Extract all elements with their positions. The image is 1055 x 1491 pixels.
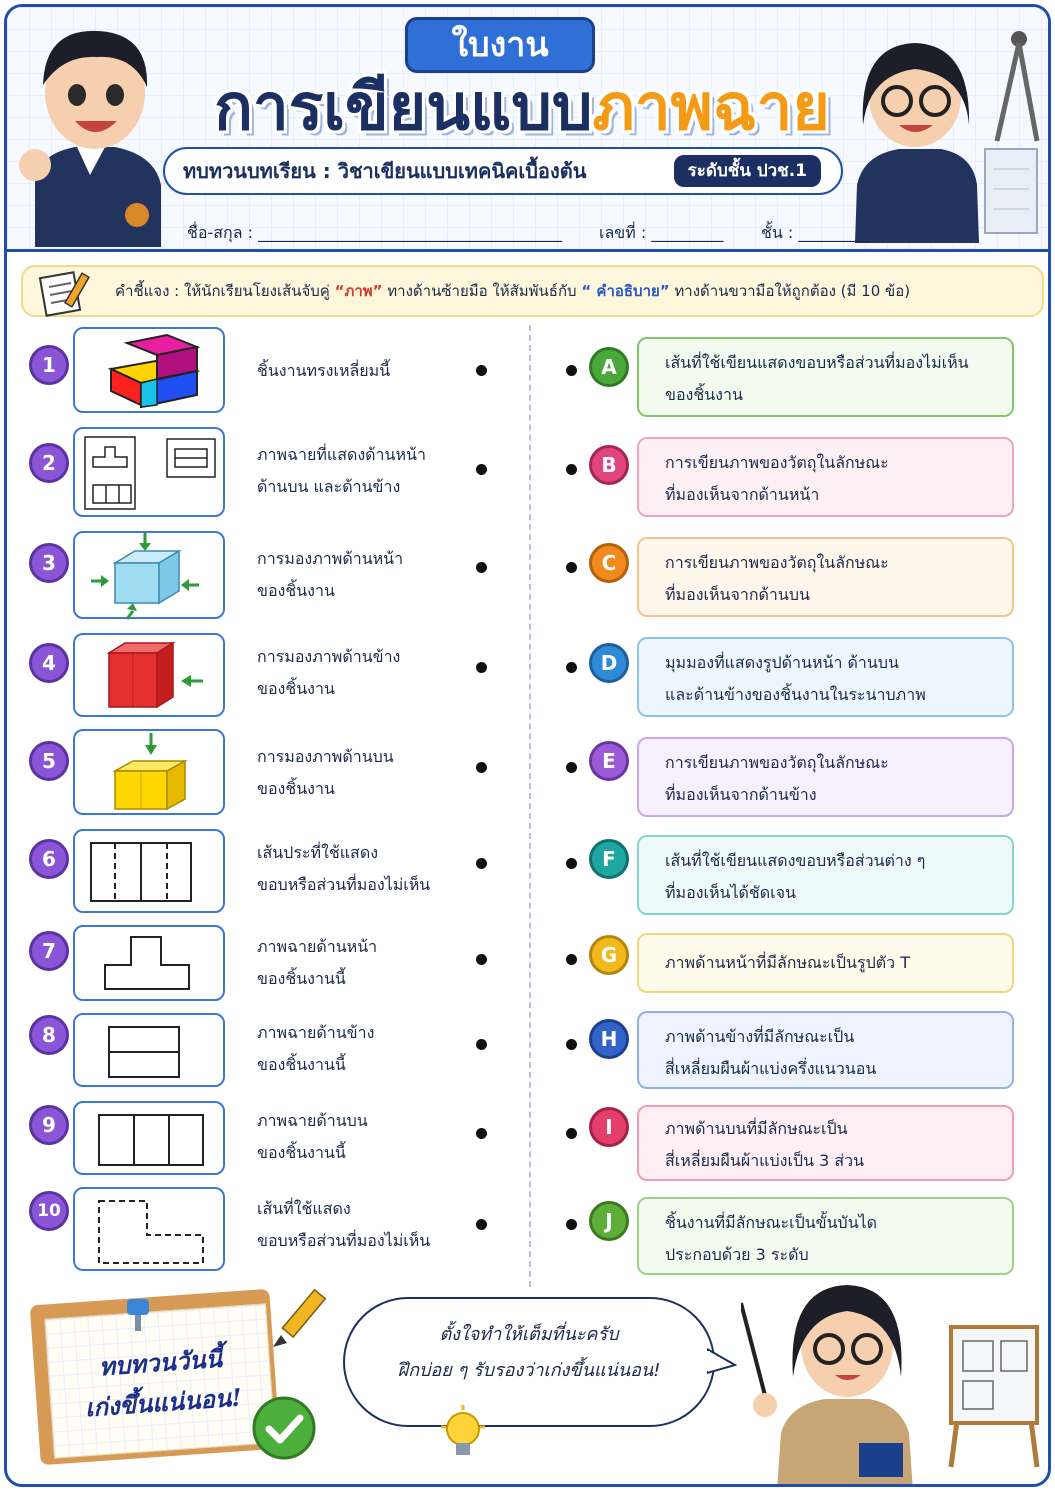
- picture-box: [73, 427, 225, 517]
- text-line: การเขียนภาพของวัตถุในลักษณะ: [665, 753, 889, 772]
- note-message: [64, 1336, 259, 1429]
- text-line: ชิ้นงานทรงเหลี่ยมนี้: [257, 361, 391, 380]
- text-line: ด้านบน และด้านข้าง: [257, 477, 401, 496]
- instruction-text: [115, 267, 910, 315]
- note-line: เก่งขึ้นแน่นอน!: [84, 1382, 243, 1423]
- drawing-easel-icon: [945, 1319, 1043, 1469]
- blueprint-roll-icon: [979, 139, 1043, 239]
- connection-dot[interactable]: [476, 562, 487, 573]
- picture-box: [73, 829, 225, 913]
- text-line: ของชิ้นงานนี้: [257, 1055, 346, 1074]
- letter-badge: I: [589, 1107, 629, 1147]
- connection-dot[interactable]: [476, 662, 487, 673]
- speech-tail-icon: [707, 1347, 737, 1377]
- connection-dot[interactable]: [566, 1219, 577, 1230]
- picture-box: [73, 729, 225, 815]
- description-text: [665, 747, 889, 811]
- number-field[interactable]: เลขที่ : _________: [599, 223, 724, 242]
- text-line: ภาพฉายด้านข้าง: [257, 1023, 375, 1042]
- text-line: ภาพฉายด้านหน้า: [257, 937, 378, 956]
- instruction-picture-word: “ภาพ”: [334, 282, 383, 300]
- connection-dot[interactable]: [476, 954, 487, 965]
- left-item-text: [257, 355, 457, 387]
- connection-dot[interactable]: [566, 1039, 577, 1050]
- number-badge: 5: [29, 741, 69, 781]
- description-box: [637, 737, 1014, 817]
- text-line: สี่เหลี่ยมผืนผ้าแบ่งครึ่งแนวนอน: [665, 1059, 877, 1078]
- left-item-text: [257, 1017, 457, 1081]
- description-box: [637, 1105, 1014, 1181]
- text-line: เส้นประที่ใช้แสดง: [257, 843, 379, 862]
- column-divider: [529, 325, 531, 1287]
- left-item-text: [257, 439, 457, 503]
- text-line: การมองภาพด้านหน้า: [257, 549, 404, 568]
- text-line: ที่มองเห็นจากด้านข้าง: [665, 785, 817, 804]
- text-line: ภาพด้านหน้าที่มีลักษณะเป็นรูปตัว T: [665, 953, 910, 972]
- text-line: ของชิ้นงานนี้: [257, 969, 346, 988]
- text-line: ประกอบด้วย 3 ระดับ: [665, 1245, 809, 1264]
- dashed-l-shape-icon: [75, 1189, 227, 1273]
- level-badge: ระดับชั้น ปวช.1: [674, 155, 821, 187]
- picture-box: [73, 1013, 225, 1087]
- text-line: เส้นที่ใช้เขียนแสดงขอบหรือส่วนที่มองไม่เห็น: [665, 353, 969, 372]
- text-line: เส้นที่ใช้แสดง: [257, 1199, 351, 1218]
- title-accent: ภาพฉาย: [592, 71, 830, 145]
- text-line: ของชิ้นงานนี้: [257, 1143, 346, 1162]
- yellow-block-top-arrow-icon: [75, 731, 227, 817]
- letter-badge: C: [589, 543, 629, 583]
- instruction-middle: ทางด้านซ้ายมือ ให้สัมพันธ์กับ: [382, 282, 582, 300]
- connection-dot[interactable]: [476, 858, 487, 869]
- left-item-text: [257, 1105, 457, 1169]
- text-line: เส้นที่ใช้เขียนแสดงขอบหรือส่วนต่าง ๆ: [665, 851, 926, 870]
- left-item-text: [257, 741, 457, 805]
- letter-badge: F: [589, 839, 629, 879]
- subtitle: ทบทวนบทเรียน : วิชาเขียนแบบเทคนิคเบื้องต้น: [183, 159, 587, 183]
- student-info-row: [187, 219, 887, 247]
- letter-badge: E: [589, 741, 629, 781]
- student-boy-icon: [15, 15, 165, 247]
- instruction-description-word: “ คำอธิบาย”: [581, 282, 670, 300]
- letter-badge: B: [589, 445, 629, 485]
- three-part-rectangle-icon: [75, 1103, 227, 1177]
- name-field[interactable]: ชื่อ-สกุล : ______________________________________: [187, 223, 563, 242]
- left-item-text: [257, 837, 457, 901]
- connection-dot[interactable]: [566, 662, 577, 673]
- dashed-lines-rectangle-icon: [75, 831, 227, 915]
- description-box: [637, 1011, 1014, 1089]
- number-badge: 1: [29, 345, 69, 385]
- number-badge: 10: [29, 1191, 69, 1231]
- letter-badge: H: [589, 1019, 629, 1059]
- three-view-icon: [75, 429, 227, 519]
- description-text: [665, 1021, 876, 1085]
- instruction-prefix: คำชี้แจง : ให้นักเรียนโยงเส้นจับคู่: [115, 282, 335, 300]
- picture-box: [73, 925, 225, 1001]
- instruction-suffix: ทางด้านขวามือให้ถูกต้อง (มี 10 ข้อ): [669, 282, 911, 300]
- red-block-side-arrow-icon: [75, 635, 227, 719]
- text-line: ภาพฉายด้านบน: [257, 1111, 368, 1130]
- note-line: ทบทวนวันนี้: [98, 1343, 223, 1382]
- description-text: [665, 1113, 864, 1177]
- description-text: [665, 347, 969, 411]
- cube-view-arrows-icon: [75, 533, 227, 621]
- connection-dot[interactable]: [566, 954, 577, 965]
- text-line: ของชิ้นงาน: [257, 581, 335, 600]
- left-item-text: [257, 641, 457, 705]
- number-badge: 4: [29, 643, 69, 683]
- text-line: ภาพด้านข้างที่มีลักษณะเป็น: [665, 1027, 855, 1046]
- connection-dot[interactable]: [566, 858, 577, 869]
- left-item-text: [257, 1193, 457, 1257]
- instruction-bar: [21, 265, 1044, 317]
- pushpin-icon: [123, 1297, 153, 1333]
- text-line: ภาพฉายที่แสดงด้านหน้า: [257, 445, 426, 464]
- description-text: [665, 845, 925, 909]
- page-title: [177, 63, 867, 153]
- description-box: [637, 933, 1014, 993]
- text-line: และด้านข้างของชิ้นงานในระนาบภาพ: [665, 685, 926, 704]
- class-field[interactable]: ชั้น : _________: [761, 223, 871, 242]
- left-item-text: [257, 543, 457, 607]
- picture-box: [73, 1101, 225, 1175]
- text-line: ของชิ้นงาน: [665, 385, 743, 404]
- text-line: ขอบหรือส่วนที่มองไม่เห็น: [257, 1231, 431, 1250]
- checkmark-icon: [251, 1395, 317, 1461]
- letter-badge: A: [589, 347, 629, 387]
- text-line: การเขียนภาพของวัตถุในลักษณะ: [665, 453, 889, 472]
- connection-dot[interactable]: [566, 365, 577, 376]
- text-line: ที่มองเห็นจากด้านบน: [665, 585, 810, 604]
- speech-message: [347, 1317, 711, 1389]
- connection-dot[interactable]: [566, 464, 577, 475]
- text-line: การมองภาพด้านบน: [257, 747, 394, 766]
- text-line: ของชิ้นงาน: [257, 679, 335, 698]
- title-main: การเขียนแบบ: [214, 71, 593, 145]
- header: [7, 7, 1048, 252]
- staircase-block-icon: [75, 329, 227, 415]
- letter-badge: D: [589, 643, 629, 683]
- description-box: [637, 337, 1014, 417]
- worksheet-badge: ใบงาน: [405, 17, 595, 73]
- left-item-text: [257, 931, 457, 995]
- connection-dot[interactable]: [566, 762, 577, 773]
- connection-dot[interactable]: [476, 464, 487, 475]
- text-line: การเขียนภาพของวัตถุในลักษณะ: [665, 553, 889, 572]
- connection-dot[interactable]: [566, 562, 577, 573]
- number-badge: 2: [29, 443, 69, 483]
- picture-box: [73, 633, 225, 717]
- text-line: ของชิ้นงาน: [257, 779, 335, 798]
- description-box: [637, 637, 1014, 717]
- text-line: สี่เหลี่ยมผืนผ้าแบ่งเป็น 3 ส่วน: [665, 1151, 865, 1170]
- description-box: [637, 437, 1014, 517]
- description-text: [665, 547, 889, 611]
- connection-dot[interactable]: [476, 365, 487, 376]
- split-rectangle-icon: [75, 1015, 227, 1089]
- number-badge: 3: [29, 543, 69, 583]
- text-line: ภาพด้านบนที่มีลักษณะเป็น: [665, 1119, 848, 1138]
- speech-line: ฝึกบ่อย ๆ รับรองว่าเก่งขึ้นแน่นอน!: [397, 1360, 661, 1381]
- picture-box: [73, 327, 225, 413]
- speech-line: ตั้งใจทำให้เต็มที่นะครับ: [439, 1324, 619, 1345]
- connection-dot[interactable]: [476, 1039, 487, 1050]
- number-badge: 6: [29, 839, 69, 879]
- text-line: การมองภาพด้านข้าง: [257, 647, 401, 666]
- text-line: ชิ้นงานที่มีลักษณะเป็นขั้นบันได: [665, 1213, 878, 1232]
- number-badge: 9: [29, 1105, 69, 1145]
- picture-box: [73, 1187, 225, 1271]
- lightbulb-icon: [437, 1403, 489, 1465]
- description-box: [637, 537, 1014, 617]
- text-line: มุมมองที่แสดงรูปด้านหน้า ด้านบน: [665, 653, 899, 672]
- compass-icon: [989, 17, 1043, 147]
- connection-dot[interactable]: [566, 1128, 577, 1139]
- description-text: [665, 947, 910, 979]
- text-line: ที่มองเห็นได้ชัดเจน: [665, 883, 796, 902]
- pencil-icon: [265, 1283, 335, 1353]
- description-text: [665, 647, 926, 711]
- text-line: ที่มองเห็นจากด้านหน้า: [665, 485, 820, 504]
- connection-dot[interactable]: [476, 762, 487, 773]
- teacher-icon: [741, 1253, 941, 1487]
- number-badge: 7: [29, 931, 69, 971]
- description-box: [637, 835, 1014, 915]
- picture-box: [73, 531, 225, 619]
- letter-badge: G: [589, 935, 629, 975]
- notepad-pencil-icon: [35, 267, 97, 317]
- number-badge: 8: [29, 1015, 69, 1055]
- letter-badge: J: [589, 1201, 629, 1241]
- description-text: [665, 447, 889, 511]
- text-line: ขอบหรือส่วนที่มองไม่เห็น: [257, 875, 431, 894]
- t-shape-icon: [75, 927, 227, 1003]
- worksheet-page: [4, 4, 1051, 1487]
- connection-dot[interactable]: [476, 1128, 487, 1139]
- connection-dot[interactable]: [476, 1219, 487, 1230]
- subtitle-bar: [163, 147, 843, 195]
